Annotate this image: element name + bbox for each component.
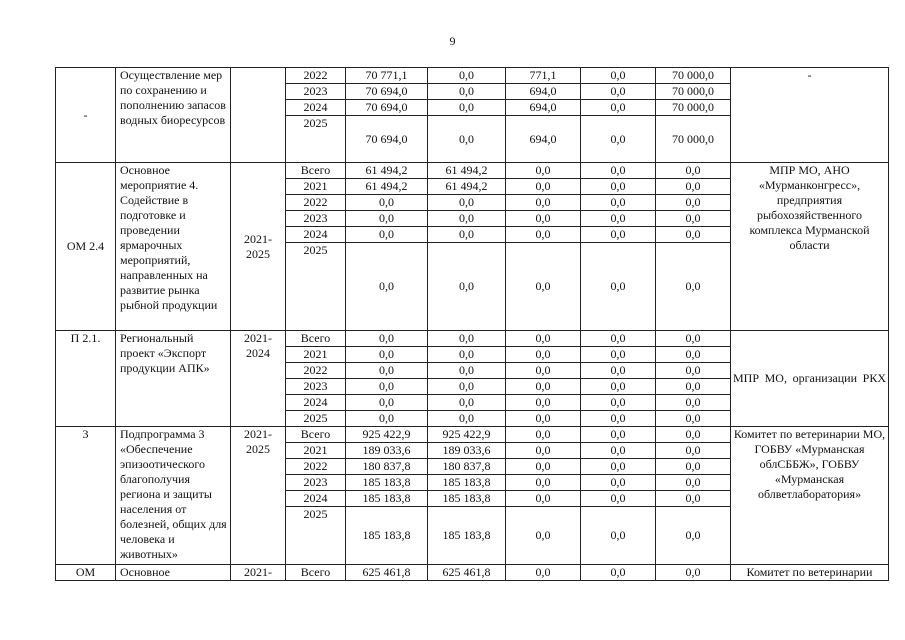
value-cell: 0,0 [581,84,656,100]
value-cell: 0,0 [581,100,656,116]
value-cell: 0,0 [581,163,656,179]
value-cell: 0,0 [581,443,656,459]
value-cell: 625 461,8 [346,565,428,581]
row-responsible: Комитет по ветеринарии [731,565,889,581]
row-responsible: - [731,68,889,163]
year-cell: 2023 [286,475,346,491]
value-cell: 0,0 [428,363,506,379]
year-cell: 2021 [286,347,346,363]
value-cell: 70 771,1 [346,68,428,84]
value-cell: 0,0 [581,491,656,507]
value-cell: 0,0 [581,411,656,427]
year-cell: 2022 [286,363,346,379]
value-cell: 694,0 [506,84,581,100]
value-cell: 0,0 [346,363,428,379]
value-cell: 0,0 [656,163,731,179]
value-cell: 0,0 [581,459,656,475]
value-cell: 0,0 [346,243,428,331]
value-cell: 70 000,0 [656,68,731,84]
value-cell: 0,0 [656,565,731,581]
value-cell: 0,0 [428,227,506,243]
value-cell: 0,0 [581,427,656,443]
value-cell: 0,0 [656,195,731,211]
table-row [56,331,889,347]
row-code: - [56,68,116,163]
year-cell: 2021 [286,179,346,195]
value-cell: 185 183,8 [428,491,506,507]
value-cell: 0,0 [428,395,506,411]
value-cell: 0,0 [506,163,581,179]
row-period: 2021- [231,565,286,581]
value-cell: 0,0 [428,195,506,211]
value-cell: 694,0 [506,116,581,163]
value-cell: 0,0 [506,243,581,331]
value-cell: 0,0 [346,379,428,395]
value-cell: 0,0 [346,395,428,411]
value-cell: 0,0 [656,443,731,459]
year-cell: 2024 [286,491,346,507]
value-cell: 0,0 [506,427,581,443]
year-cell: 2022 [286,68,346,84]
year-cell: 2025 [286,411,346,427]
value-cell: 0,0 [581,347,656,363]
value-cell: 0,0 [346,195,428,211]
value-cell: 70 694,0 [346,116,428,163]
value-cell: 0,0 [506,507,581,565]
value-cell: 61 494,2 [346,163,428,179]
value-cell: 694,0 [506,100,581,116]
row-code: ОМ [56,565,116,581]
year-cell: 2022 [286,459,346,475]
year-cell: 2024 [286,395,346,411]
value-cell: 0,0 [656,211,731,227]
year-cell: 2023 [286,211,346,227]
value-cell: 0,0 [656,411,731,427]
value-cell: 771,1 [506,68,581,84]
year-cell: 2023 [286,84,346,100]
value-cell: 180 837,8 [428,459,506,475]
value-cell: 0,0 [506,331,581,347]
value-cell: 61 494,2 [428,179,506,195]
value-cell: 0,0 [656,427,731,443]
value-cell: 0,0 [656,331,731,347]
year-cell: Всего [286,163,346,179]
row-responsible: Комитет по ветеринарии МО, ГОБВУ «Мурманская облСББЖ», ГОБВУ «Мурманская облветлаборатория» [731,427,889,565]
value-cell: 0,0 [656,379,731,395]
value-cell: 185 183,8 [346,475,428,491]
value-cell: 70 694,0 [346,84,428,100]
year-cell: 2025 [286,507,346,565]
value-cell: 0,0 [581,331,656,347]
value-cell: 0,0 [506,379,581,395]
year-cell: Всего [286,565,346,581]
value-cell: 0,0 [656,459,731,475]
row-code: ОМ 2.4 [56,163,116,331]
value-cell: 61 494,2 [346,179,428,195]
value-cell: 0,0 [506,443,581,459]
value-cell: 0,0 [581,195,656,211]
row-period: 2021-2024 [231,331,286,427]
value-cell: 0,0 [506,475,581,491]
value-cell: 0,0 [656,491,731,507]
value-cell: 925 422,9 [428,427,506,443]
value-cell: 70 000,0 [656,116,731,163]
value-cell: 0,0 [656,507,731,565]
value-cell: 0,0 [581,565,656,581]
year-cell: Всего [286,427,346,443]
value-cell: 0,0 [506,395,581,411]
value-cell: 0,0 [581,211,656,227]
value-cell: 70 694,0 [346,100,428,116]
value-cell: 0,0 [506,179,581,195]
value-cell: 0,0 [581,179,656,195]
value-cell: 0,0 [581,395,656,411]
table-row [56,427,889,443]
value-cell: 0,0 [428,411,506,427]
year-cell: 2024 [286,100,346,116]
row-name: Осуществление мер по сохранению и пополнению запасов водных биоресурсов [116,68,231,163]
row-period [231,68,286,163]
year-cell: 2022 [286,195,346,211]
value-cell: 0,0 [428,347,506,363]
value-cell: 61 494,2 [428,163,506,179]
value-cell: 0,0 [428,68,506,84]
year-cell: 2021 [286,443,346,459]
row-name: Основное [116,565,231,581]
value-cell: 0,0 [346,211,428,227]
value-cell: 0,0 [506,565,581,581]
value-cell: 0,0 [581,68,656,84]
value-cell: 0,0 [656,227,731,243]
value-cell: 0,0 [346,347,428,363]
table-row [56,68,889,84]
table-row [56,565,889,581]
value-cell: 0,0 [506,491,581,507]
value-cell: 925 422,9 [346,427,428,443]
value-cell: 0,0 [428,211,506,227]
row-code: П 2.1. [56,331,116,427]
page-number: 9 [449,34,456,48]
value-cell: 0,0 [506,347,581,363]
year-cell: Всего [286,331,346,347]
row-period: 2021-2025 [231,163,286,331]
row-code: 3 [56,427,116,565]
value-cell: 0,0 [581,475,656,491]
value-cell: 0,0 [656,363,731,379]
value-cell: 0,0 [506,459,581,475]
year-cell: 2025 [286,116,346,163]
value-cell: 70 000,0 [656,84,731,100]
value-cell: 0,0 [581,379,656,395]
row-name: Подпрограмма 3 «Обеспечение эпизоотического благополучия региона и защиты населения от болезней, общих для человека и животных» [116,427,231,565]
value-cell: 0,0 [346,227,428,243]
value-cell: 0,0 [506,195,581,211]
value-cell: 70 000,0 [656,100,731,116]
value-cell: 0,0 [428,243,506,331]
row-name: Основное мероприятие 4. Содействие в подготовке и проведении ярмарочных мероприятий, направленных на развитие рынка рыбной продукции [116,163,231,331]
value-cell: 0,0 [581,116,656,163]
table-row [56,163,889,179]
value-cell: 625 461,8 [428,565,506,581]
value-cell: 0,0 [656,395,731,411]
value-cell: 0,0 [506,227,581,243]
value-cell: 0,0 [581,243,656,331]
value-cell: 0,0 [346,331,428,347]
value-cell: 0,0 [581,363,656,379]
value-cell: 0,0 [428,379,506,395]
program-table [55,67,889,581]
year-cell: 2025 [286,243,346,331]
row-responsible: МПР МО, организации РКХ [731,331,889,427]
year-cell: 2023 [286,379,346,395]
value-cell: 0,0 [428,84,506,100]
row-period: 2021-2025 [231,427,286,565]
value-cell: 189 033,6 [428,443,506,459]
row-name: Региональный проект «Экспорт продукции АПК» [116,331,231,427]
value-cell: 0,0 [506,211,581,227]
value-cell: 0,0 [506,363,581,379]
value-cell: 0,0 [656,347,731,363]
value-cell: 0,0 [428,331,506,347]
value-cell: 0,0 [656,475,731,491]
value-cell: 0,0 [428,116,506,163]
value-cell: 185 183,8 [346,491,428,507]
value-cell: 0,0 [656,179,731,195]
value-cell: 189 033,6 [346,443,428,459]
value-cell: 0,0 [581,507,656,565]
row-responsible: МПР МО, АНО «Мурманконгресс», предприятия рыбохозяйственного комплекса Мурманской области [731,163,889,331]
value-cell: 185 183,8 [428,475,506,491]
value-cell: 0,0 [428,100,506,116]
value-cell: 0,0 [506,411,581,427]
value-cell: 185 183,8 [346,507,428,565]
year-cell: 2024 [286,227,346,243]
value-cell: 0,0 [581,227,656,243]
value-cell: 180 837,8 [346,459,428,475]
value-cell: 185 183,8 [428,507,506,565]
value-cell: 0,0 [656,243,731,331]
value-cell: 0,0 [346,411,428,427]
